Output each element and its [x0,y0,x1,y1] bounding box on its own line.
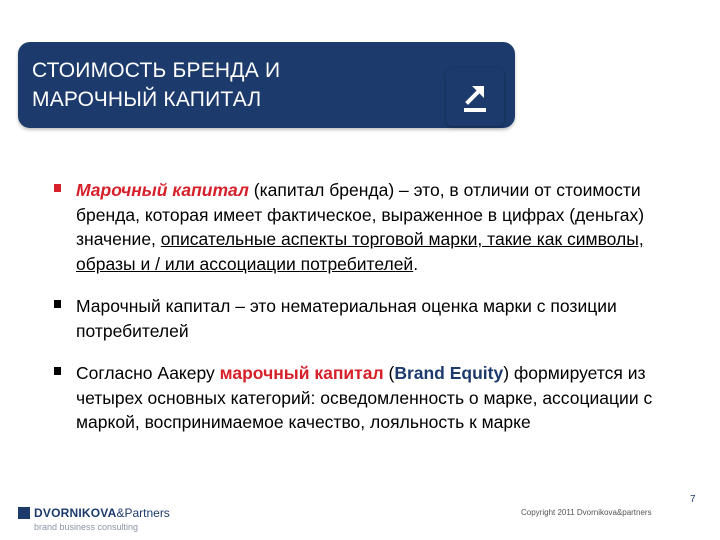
bullet-item-1 [54,178,694,276]
bullet-marker [54,300,61,308]
logo-tagline: brand business consulting [34,522,139,532]
logo-name: DVORNIKOVA [34,506,117,520]
slide-title [32,56,412,114]
bullet-item-3 [54,361,694,435]
bullet-item-2 [54,294,694,343]
title-line-1: СТОИМОСТЬ БРЕНДА И [32,59,281,82]
term-brand-equity-en: Brand Equity [394,363,504,383]
logo-mark-icon [18,507,30,519]
arrow-up-right-icon [446,68,504,126]
underlined-text: описательные аспекты торговой марки, такие как символы, образы и / или ассоциации потребителей [76,229,644,274]
bullet-text-paren: ( [383,363,395,383]
copyright-text: Copyright 2011 Dvornikova&partners [521,508,652,517]
logo-partners: &Partners [116,506,170,520]
bullet-list [54,178,694,453]
bullet-marker [54,367,61,375]
bullet-text-end: . [413,253,419,274]
page-number: 7 [690,494,696,505]
bullet-text: Согласно Аакеру [76,363,220,383]
bullet-text: Марочный капитал – это нематериальная оценка марки с позиции потребителей [76,296,617,341]
bullet-text: (капитал бренда) – это, в отличии от стоимости бренда, которая имеет фактическое, выраженное в цифрах (деньгах) значение, [76,180,645,249]
term-brand-capital: марочный капитал [219,363,384,383]
company-logo [18,506,218,534]
title-line-2: МАРОЧНЫЙ КАПИТАЛ [32,88,262,111]
term-brand-equity: Марочный капитал [76,180,249,200]
title-banner [18,42,515,128]
logo-box [446,68,504,126]
bullet-text-rest: ) формируется из четырех основных категорий: осведомленность о марке, ассоциации с маркой, воспринимаемое качество, лояльность к марке [76,363,653,432]
bullet-marker [54,184,61,192]
